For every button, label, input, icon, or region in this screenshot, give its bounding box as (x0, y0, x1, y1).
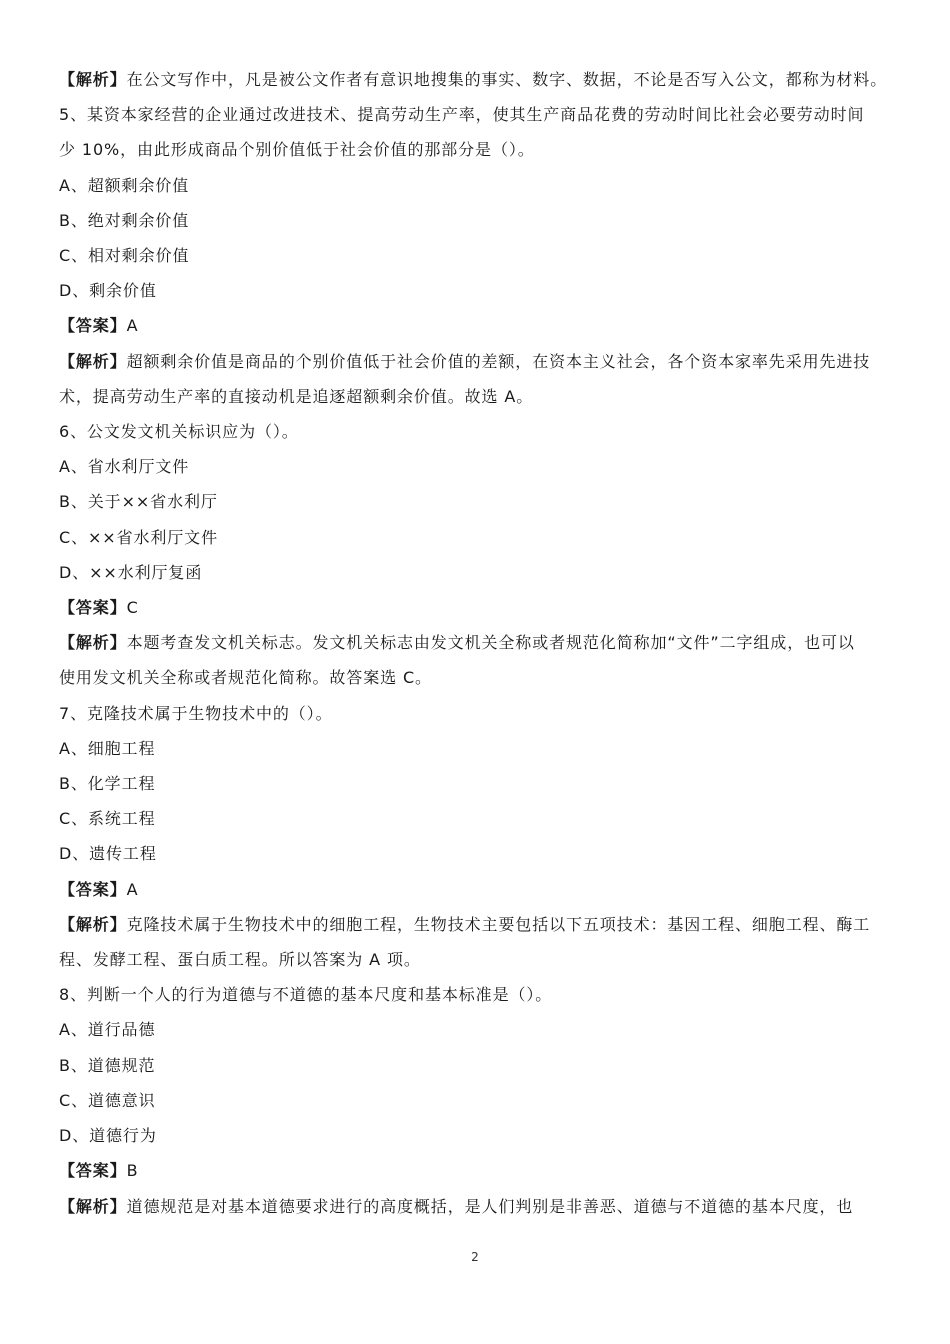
question-text: 7、克隆技术属于生物技术中的（）。 (59, 703, 333, 723)
option-a: A、道行品德 (59, 1020, 156, 1040)
answer-value: A (126, 316, 139, 336)
answer-tag: 【答案】 (59, 879, 127, 899)
analysis-tag: 【解析】 (59, 70, 127, 89)
question-text: 6、公文发文机关标识应为（）。 (59, 422, 299, 442)
analysis-text: 程、发酵工程、蛋白质工程。所以答案为 A 项。 (59, 950, 421, 970)
option-a: A、细胞工程 (59, 738, 156, 758)
analysis-tag: 【解析】 (59, 914, 127, 934)
analysis-line (59, 907, 895, 942)
answer-tag: 【答案】 (59, 598, 127, 618)
option-c: C、道德意识 (59, 1090, 156, 1110)
option-b: B、化学工程 (59, 774, 156, 794)
analysis-line (59, 344, 895, 379)
answer-line (59, 590, 895, 625)
option-c: C、系统工程 (59, 809, 156, 829)
option-c: C、相对剩余价值 (59, 246, 190, 266)
analysis-text: 在公文写作中，凡是被公文作者有意识地搜集的事实、数字、数据，不论是否写入公文，都称为材料。 (126, 70, 888, 89)
page-number: 2 (471, 1250, 479, 1264)
option-a: A、省水利厅文件 (59, 457, 190, 477)
document-body (59, 62, 895, 1224)
analysis-tag: 【解析】 (59, 1196, 127, 1216)
question-text: 8、判断一个人的行为道德与不道德的基本尺度和基本标准是（）。 (59, 985, 553, 1005)
analysis-text: 使用发文机关全称或者规范化简称。故答案选 C。 (59, 668, 432, 688)
answer-tag: 【答案】 (59, 316, 127, 336)
option-d: D、××水利厅复函 (59, 562, 203, 582)
analysis-line (59, 625, 895, 660)
analysis-line (59, 1189, 895, 1224)
analysis-text: 道德规范是对基本道德要求进行的高度概括，是人们判别是非善恶、道德与不道德的基本尺度，也 (126, 1196, 854, 1216)
answer-line (59, 872, 895, 907)
answer-value: B (126, 1161, 139, 1181)
option-d: D、道德行为 (59, 1126, 157, 1146)
option-b: B、关于××省水利厅 (59, 492, 218, 512)
option-b: B、道德规范 (59, 1055, 156, 1075)
option-d: D、剩余价值 (59, 281, 157, 301)
analysis-tag: 【解析】 (59, 633, 127, 653)
answer-value: C (126, 598, 139, 618)
analysis-text: 本题考查发文机关标志。发文机关标志由发文机关全称或者规范化简称加“文件”二字组成，也可以 (126, 633, 855, 653)
analysis-text: 克隆技术属于生物技术中的细胞工程，生物技术主要包括以下五项技术：基因工程、细胞工程、酶工 (126, 914, 871, 934)
answer-line (59, 1153, 895, 1188)
question-text: 少 10%，由此形成商品个别价值低于社会价值的那部分是（）。 (59, 140, 535, 160)
question-text: 5、某资本家经营的企业通过改进技术、提高劳动生产率，使其生产商品花费的劳动时间比社会必要劳动时间 (59, 105, 865, 125)
analysis-text: 超额剩余价值是商品的个别价值低于社会价值的差额，在资本主义社会，各个资本家率先采用先进技 (126, 351, 871, 371)
answer-line (59, 308, 895, 343)
option-c: C、××省水利厅文件 (59, 527, 218, 547)
analysis-text: 术，提高劳动生产率的直接动机是追逐超额剩余价值。故选 A。 (59, 386, 534, 406)
answer-value: A (126, 879, 139, 899)
option-b: B、绝对剩余价值 (59, 210, 190, 230)
option-d: D、遗传工程 (59, 844, 157, 864)
analysis-line (59, 62, 895, 97)
option-a: A、超额剩余价值 (59, 175, 190, 195)
analysis-tag: 【解析】 (59, 351, 127, 371)
answer-tag: 【答案】 (59, 1161, 127, 1181)
